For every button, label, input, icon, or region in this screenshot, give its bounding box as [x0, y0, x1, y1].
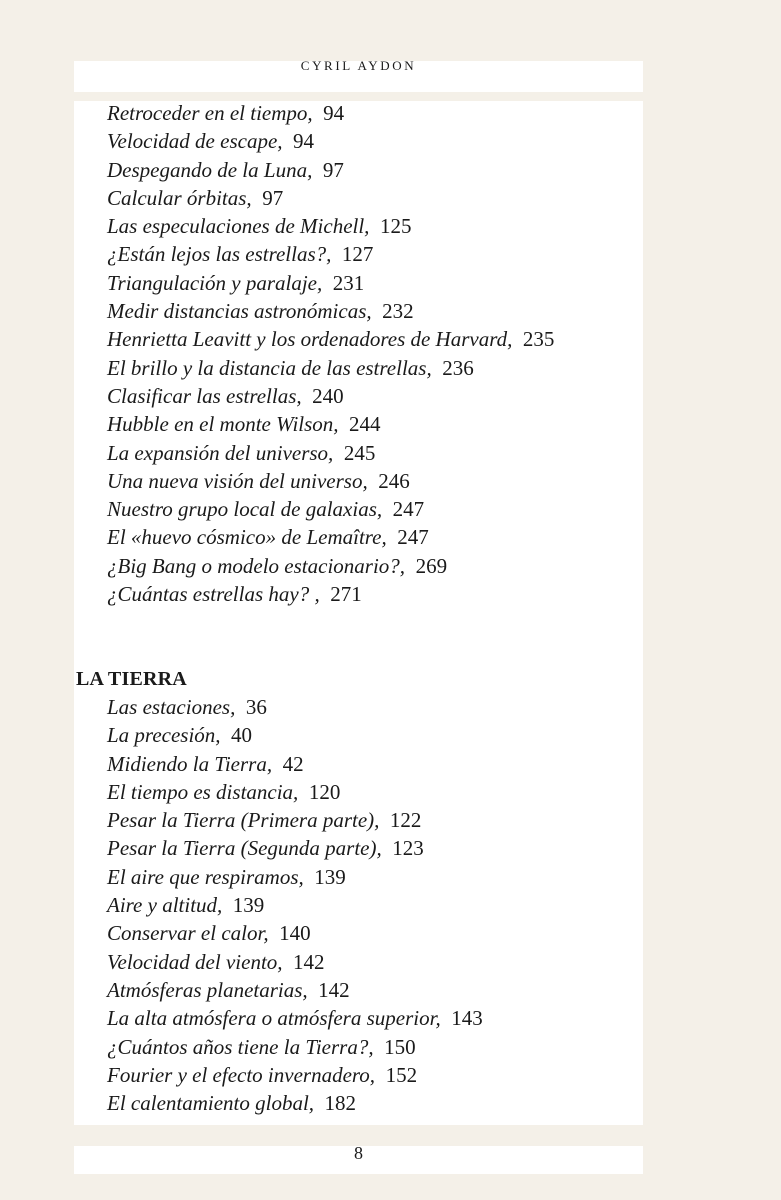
- toc-entry: [107, 184, 554, 212]
- toc-entry-page-number: 127: [341, 242, 374, 267]
- toc-entry-title: Medir distancias astronómicas,: [107, 299, 372, 324]
- toc-entry-title: El tiempo es distancia,: [107, 779, 299, 804]
- toc-entry-page-number: 122: [389, 808, 422, 833]
- toc-entry-page-number: 36: [245, 695, 267, 719]
- toc-entry-page-number: 94: [323, 101, 345, 125]
- toc-entry: [107, 552, 554, 580]
- toc-entry: [107, 382, 554, 410]
- toc-entry-list: [107, 99, 554, 608]
- toc-entry: [107, 778, 483, 806]
- toc-entry: [107, 467, 554, 495]
- toc-entry-page-number: 42: [282, 751, 304, 776]
- toc-entry-page-number: 231: [332, 270, 365, 295]
- toc-entry-page-number: 125: [379, 214, 412, 239]
- toc-entry: [107, 410, 554, 438]
- toc-entry: [107, 156, 554, 184]
- toc-entry-title: ¿Están lejos las estrellas?,: [107, 242, 332, 267]
- toc-entry-page-number: 244: [349, 412, 381, 437]
- toc-entry-title: Retroceder en el tiempo,: [107, 101, 313, 125]
- toc-entry: [107, 806, 483, 834]
- toc-entry: [107, 495, 554, 523]
- toc-entry-page-number: 247: [392, 497, 425, 522]
- toc-entry-title: La expansión del universo,: [107, 440, 334, 465]
- toc-entry: [107, 127, 554, 155]
- toc-entry-title: Atmósferas planetarias,: [107, 977, 308, 1002]
- toc-entry-page-number: 142: [318, 977, 350, 1002]
- toc-entry-title: Las especulaciones de Michell,: [107, 214, 370, 239]
- toc-entry-page-number: 247: [397, 525, 429, 550]
- toc-entry-title: La alta atmósfera o atmósfera superior,: [107, 1006, 441, 1031]
- toc-entry-title: El brillo y la distancia de las estrellas,: [107, 355, 432, 380]
- toc-entry-page-number: 120: [308, 779, 341, 804]
- toc-entry-title: ¿Big Bang o modelo estacionario?,: [107, 553, 406, 578]
- toc-entry: [107, 693, 483, 721]
- toc-entry-title: El calentamiento global,: [107, 1091, 315, 1116]
- section-heading: LA TIERRA: [76, 668, 187, 690]
- toc-entry: [107, 1089, 483, 1117]
- toc-entry-title: Hubble en el monte Wilson,: [107, 412, 339, 437]
- toc-entry-list-la-tierra: [107, 693, 483, 1117]
- toc-entry-page-number: 143: [451, 1006, 483, 1031]
- toc-entry-page-number: 152: [385, 1062, 418, 1087]
- page-number: 8: [354, 1143, 363, 1163]
- toc-entry-title: Calcular órbitas,: [107, 185, 252, 210]
- toc-entry: [107, 99, 554, 127]
- toc-entry: [107, 948, 483, 976]
- toc-entry-page-number: 240: [312, 383, 344, 408]
- toc-entry-title: El «huevo cósmico» de Lemaître,: [107, 525, 387, 550]
- toc-entry-title: Aire y altitud,: [107, 893, 223, 918]
- toc-entry-page-number: 140: [279, 921, 311, 946]
- toc-entry-page-number: 139: [232, 893, 265, 918]
- toc-entry: [107, 919, 483, 947]
- toc-entry-title: ¿Cuántos años tiene la Tierra?,: [107, 1034, 374, 1059]
- toc-entry: [107, 976, 483, 1004]
- toc-entry: [107, 834, 483, 862]
- toc-entry: [107, 523, 554, 551]
- toc-entry: [107, 1004, 483, 1032]
- toc-entry-title: El aire que respiramos,: [107, 864, 304, 889]
- toc-entry-title: ¿Cuántas estrellas hay? ,: [107, 582, 320, 607]
- toc-entry: [107, 269, 554, 297]
- toc-entry-page-number: 94: [293, 129, 315, 154]
- toc-entry-page-number: 235: [522, 327, 555, 352]
- toc-entry-title: Henrietta Leavitt y los ordenadores de Harvard,: [107, 327, 513, 352]
- toc-entry-page-number: 97: [322, 157, 344, 182]
- toc-entry-title: Despegando de la Luna,: [107, 157, 313, 182]
- toc-entry-title: Pesar la Tierra (Segunda parte),: [107, 836, 382, 861]
- toc-entry-page-number: 245: [343, 440, 376, 465]
- toc-entry: [107, 439, 554, 467]
- toc-entry: [107, 721, 483, 749]
- toc-entry: [107, 325, 554, 353]
- toc-entry: [107, 863, 483, 891]
- toc-entry: [107, 354, 554, 382]
- toc-entry-page-number: 40: [231, 723, 253, 748]
- toc-entry-page-number: 123: [392, 836, 424, 861]
- toc-entry-page-number: 142: [293, 949, 325, 974]
- toc-entry: [107, 1033, 483, 1061]
- toc-entry-page-number: 246: [378, 468, 410, 493]
- toc-entry-title: Velocidad de escape,: [107, 129, 283, 154]
- toc-entry: [107, 1061, 483, 1089]
- toc-entry-title: Pesar la Tierra (Primera parte),: [107, 808, 380, 833]
- toc-entry-title: Triangulación y paralaje,: [107, 270, 323, 295]
- toc-entry: [107, 240, 554, 268]
- toc-entry-title: Velocidad del viento,: [107, 949, 283, 974]
- toc-entry-page-number: 269: [415, 553, 448, 578]
- toc-entry-page-number: 182: [324, 1091, 357, 1116]
- toc-entry-title: Una nueva visión del universo,: [107, 468, 368, 493]
- toc-entry-title: Clasificar las estrellas,: [107, 383, 302, 408]
- toc-entry: [107, 750, 483, 778]
- toc-entry-page-number: 139: [314, 864, 346, 889]
- toc-entry: [107, 297, 554, 325]
- toc-entry-title: Fourier y el efecto invernadero,: [107, 1062, 376, 1087]
- toc-entry-page-number: 236: [442, 355, 474, 380]
- toc-entry-title: Midiendo la Tierra,: [107, 751, 273, 776]
- toc-entry: [107, 212, 554, 240]
- toc-entry-page-number: 271: [330, 582, 362, 607]
- toc-entry-title: Nuestro grupo local de galaxias,: [107, 497, 383, 522]
- toc-entry-page-number: 150: [384, 1034, 416, 1059]
- toc-entry-title: La precesión,: [107, 723, 221, 748]
- toc-entry: [107, 580, 554, 608]
- toc-entry-title: Conservar el calor,: [107, 921, 269, 946]
- toc-entry-title: Las estaciones,: [107, 695, 236, 719]
- toc-entry-page-number: 97: [262, 185, 284, 210]
- running-head: CYRIL AYDON: [300, 58, 417, 73]
- toc-entry-page-number: 232: [382, 299, 414, 324]
- toc-entry: [107, 891, 483, 919]
